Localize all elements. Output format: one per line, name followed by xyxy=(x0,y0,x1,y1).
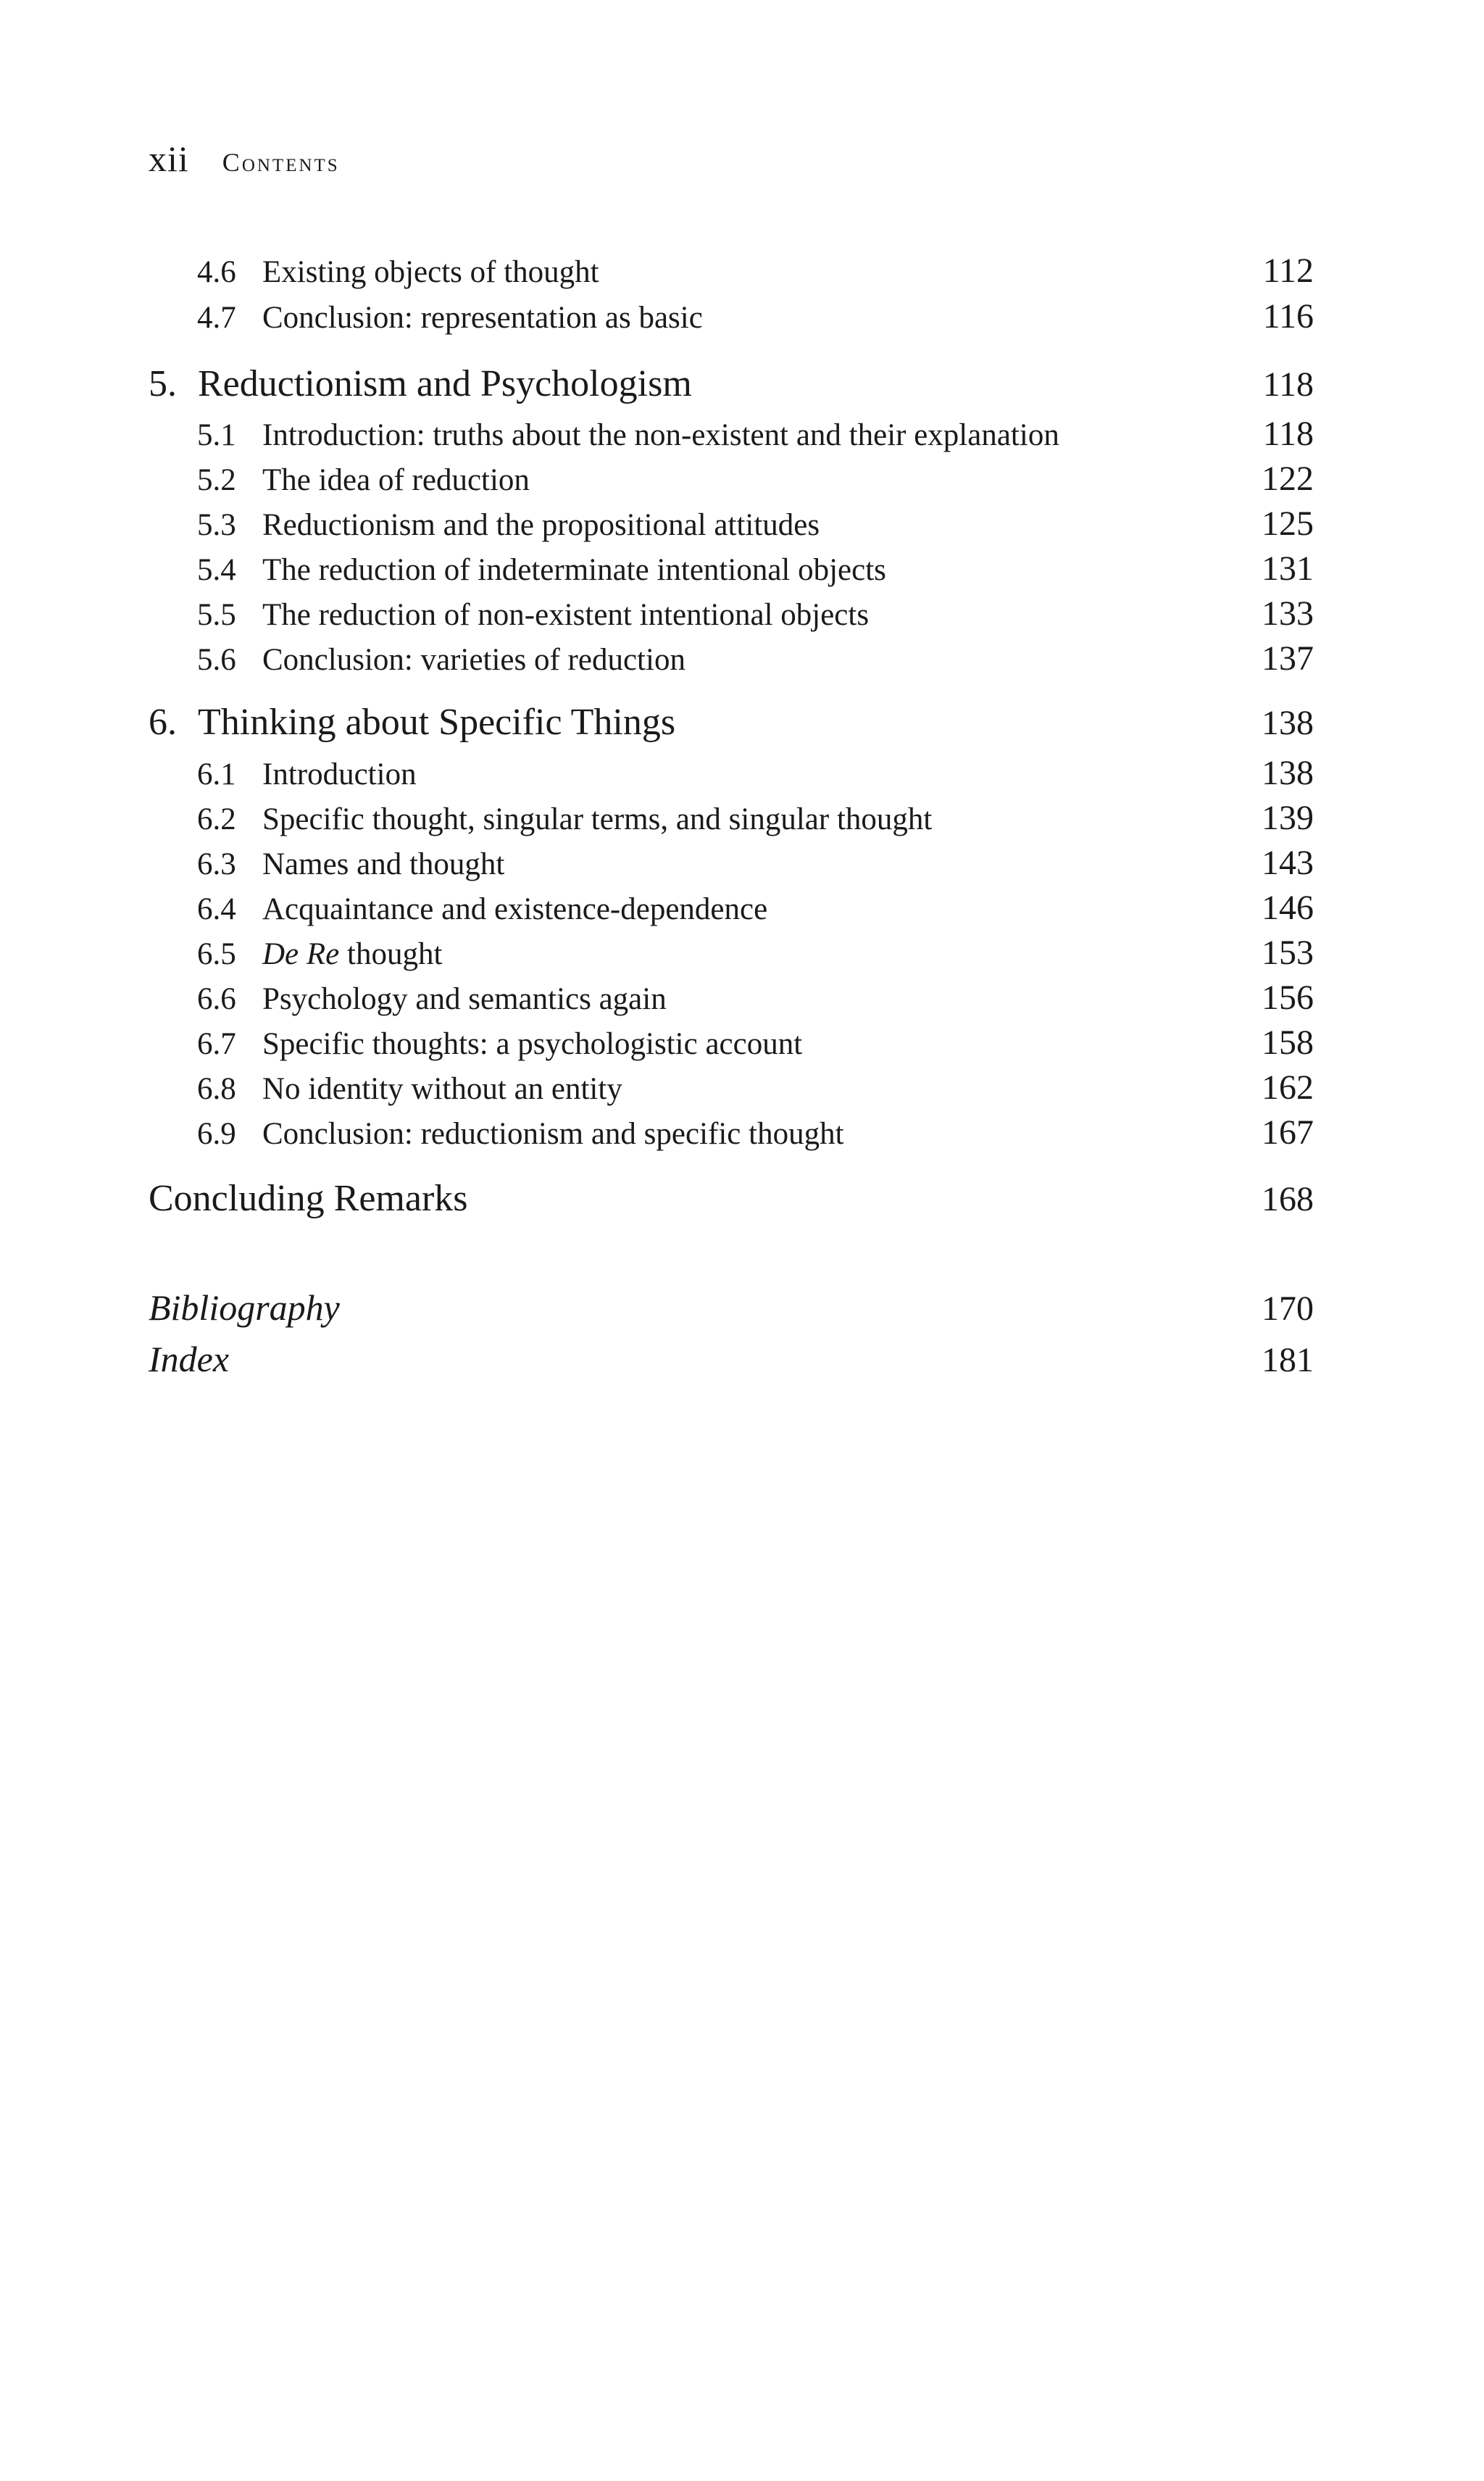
running-head xyxy=(149,138,340,188)
section-title: Psychology and semantics again xyxy=(262,982,667,1016)
section-title-rest: thought xyxy=(339,937,443,971)
page-number: 133 xyxy=(1262,594,1314,633)
section-number: 5.3 xyxy=(197,508,236,542)
section-number: 4.6 xyxy=(197,255,236,289)
toc-entry-5-2[interactable] xyxy=(149,459,1314,499)
toc-entry-4-6[interactable] xyxy=(149,251,1314,291)
chapter-title: Thinking about Specific Things xyxy=(198,702,676,743)
toc-entry-6-7[interactable] xyxy=(149,1023,1314,1063)
section-title: Conclusion: reductionism and specific thought xyxy=(262,1117,844,1151)
backmatter-title: Index xyxy=(149,1339,230,1379)
toc-entry-6-4[interactable] xyxy=(149,888,1314,928)
toc-entry-6-8[interactable] xyxy=(149,1068,1314,1107)
section-title: Reductionism and the propositional attitudes xyxy=(262,508,820,542)
section-title: Names and thought xyxy=(262,847,505,881)
chapter-title: Reductionism and Psychologism xyxy=(198,363,692,404)
section-title: The reduction of non-existent intentional objects xyxy=(262,598,870,632)
section-title: The reduction of indeterminate intentional objects xyxy=(262,553,886,587)
page-number: 156 xyxy=(1262,978,1314,1017)
page-number: 137 xyxy=(1262,639,1314,678)
toc-entry-6-1[interactable] xyxy=(149,753,1314,793)
page-number: 167 xyxy=(1262,1113,1314,1152)
section-number: 5.6 xyxy=(197,643,236,677)
section-number: 4.7 xyxy=(197,301,236,335)
page-number: 116 xyxy=(1262,297,1314,336)
toc-entry-5-3[interactable] xyxy=(149,504,1314,544)
section-number: 5.5 xyxy=(197,598,236,632)
page-number: 153 xyxy=(1262,934,1314,972)
section-number: 6.6 xyxy=(197,982,236,1016)
page-number: 112 xyxy=(1262,252,1314,290)
page-number: 118 xyxy=(1262,365,1314,404)
chapter-number: 6. xyxy=(149,702,177,743)
toc-entry-6-5[interactable] xyxy=(149,933,1314,973)
toc-concluding-remarks[interactable] xyxy=(149,1177,1314,1220)
toc-entry-6-9[interactable] xyxy=(149,1113,1314,1152)
section-number: 6.3 xyxy=(197,847,236,881)
section-title: Acquaintance and existence-dependence xyxy=(262,892,768,926)
page-number: 143 xyxy=(1262,844,1314,882)
section-number: 5.1 xyxy=(197,418,236,452)
section-title: The idea of reduction xyxy=(262,463,530,497)
section-number: 6.7 xyxy=(197,1027,236,1061)
section-number: 6.9 xyxy=(197,1117,236,1151)
section-number: 6.4 xyxy=(197,892,236,926)
toc-entry-6-3[interactable] xyxy=(149,843,1314,883)
page-number: 139 xyxy=(1262,799,1314,837)
section-title: No identity without an entity xyxy=(262,1072,622,1106)
section-number: 5.4 xyxy=(197,553,236,587)
page-number: 138 xyxy=(1262,754,1314,792)
page-number: 118 xyxy=(1262,415,1314,453)
running-title: contents xyxy=(222,148,340,177)
page-number: 158 xyxy=(1262,1023,1314,1062)
section-title xyxy=(262,936,1262,972)
page-number: 146 xyxy=(1262,889,1314,927)
section-title: Introduction: truths about the non-existent and their explanation xyxy=(262,418,1059,452)
toc-entry-5-4[interactable] xyxy=(149,549,1314,589)
chapter-title: Concluding Remarks xyxy=(149,1178,468,1219)
toc-chapter-6[interactable] xyxy=(149,701,1314,744)
section-number: 5.2 xyxy=(197,463,236,497)
page-number: 125 xyxy=(1262,504,1314,543)
section-title: Conclusion: representation as basic xyxy=(262,301,703,335)
page-folio: xii xyxy=(149,138,189,179)
backmatter-title: Bibliography xyxy=(149,1287,340,1328)
page-number: 138 xyxy=(1262,704,1314,742)
toc-index[interactable] xyxy=(149,1338,1314,1380)
section-title: Conclusion: varieties of reduction xyxy=(262,643,685,677)
toc-bibliography[interactable] xyxy=(149,1287,1314,1329)
page-number: 162 xyxy=(1262,1068,1314,1107)
toc-entry-4-7[interactable] xyxy=(149,296,1314,336)
toc-entry-6-2[interactable] xyxy=(149,798,1314,838)
page-number: 131 xyxy=(1262,549,1314,588)
page-number: 168 xyxy=(1262,1180,1314,1218)
section-number: 6.8 xyxy=(197,1072,236,1106)
chapter-number: 5. xyxy=(149,363,177,404)
section-title: Introduction xyxy=(262,757,417,791)
section-number: 6.1 xyxy=(197,757,236,791)
section-title: Specific thought, singular terms, and singular thought xyxy=(262,802,933,836)
page-number: 122 xyxy=(1262,460,1314,498)
page-number: 170 xyxy=(1262,1289,1314,1328)
section-number: 6.5 xyxy=(197,937,236,971)
toc-entry-5-1[interactable] xyxy=(149,414,1314,454)
toc-entry-5-5[interactable] xyxy=(149,594,1314,633)
toc-chapter-5[interactable] xyxy=(149,362,1314,405)
section-title-italic: De Re xyxy=(262,937,340,971)
toc-entry-5-6[interactable] xyxy=(149,639,1314,678)
toc-entry-6-6[interactable] xyxy=(149,978,1314,1018)
section-title: Specific thoughts: a psychologistic account xyxy=(262,1027,803,1061)
section-title: Existing objects of thought xyxy=(262,255,599,289)
page-number: 181 xyxy=(1262,1341,1314,1379)
section-number: 6.2 xyxy=(197,802,236,836)
